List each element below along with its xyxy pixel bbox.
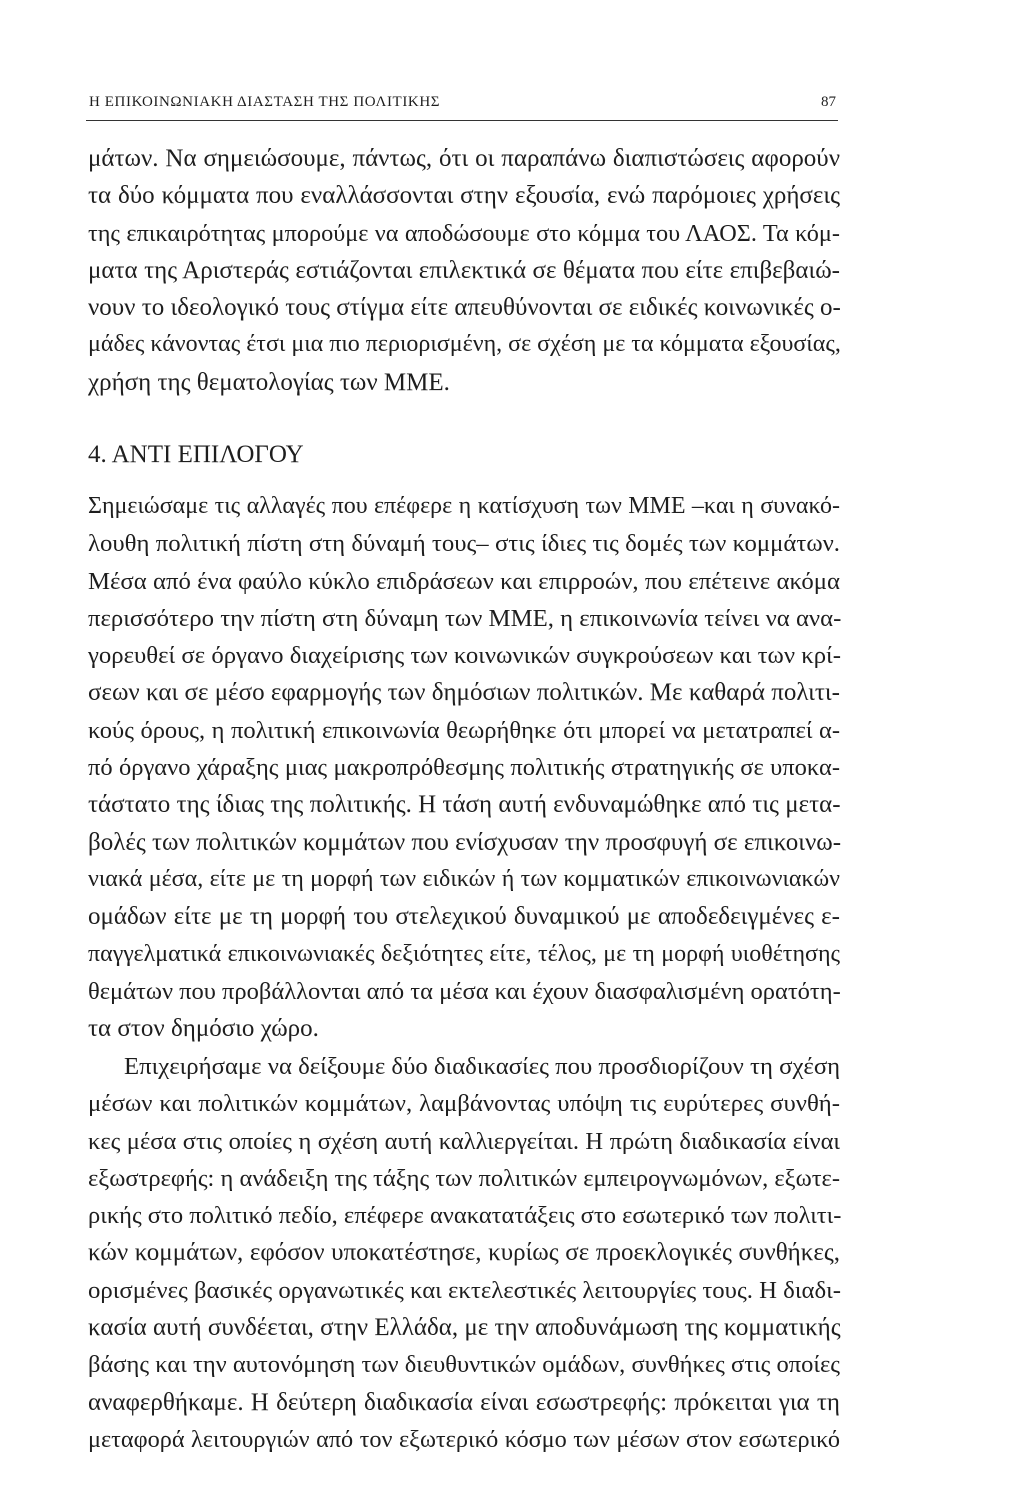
text-line: ομάδων είτε με τη μορφή του στελεχικού δυναμικού με αποδεδειγμένες ε- bbox=[88, 903, 840, 931]
text-line: μάτων. Να σημειώσουμε, πάντως, ότι οι παραπάνω διαπιστώσεις αφορούν bbox=[88, 145, 840, 172]
text-line: κες μέσα στις οποίες η σχέση αυτή καλλιεργείται. Η πρώτη διαδικασία είναι bbox=[88, 1127, 840, 1155]
text-line: θεμάτων που προβάλλονται από τα μέσα και έχουν διασφαλισμένη ορατότη- bbox=[88, 977, 841, 1005]
text-line: μεταφορά λειτουργιών από τον εξωτερικό κόσμο των μέσων στον εσωτερικό bbox=[88, 1425, 840, 1453]
text-line: παγγελματικά επικοινωνιακές δεξιότητες είτε, τέλος, με τη μορφή υιοθέτησης bbox=[88, 940, 840, 967]
text-line: ορισμένες βασικές οργανωτικές και εκτελεστικές λειτουργίες τους. Η διαδι- bbox=[88, 1276, 842, 1304]
page-number: 87 bbox=[821, 94, 836, 110]
running-header bbox=[86, 92, 838, 121]
text-line: της επικαιρότητας μπορούμε να αποδώσουμε στο κόμμα του ΛΑΟΣ. Τα κόμ- bbox=[88, 219, 840, 247]
paragraph-continuation bbox=[88, 140, 840, 401]
text-line: τα δύο κόμματα που εναλλάσσονται στην εξουσία, ενώ παρόμοιες χρήσεις bbox=[88, 182, 840, 210]
text-line: ματα της Αριστεράς εστιάζονται επιλεκτικά σε θέματα που είτε επιβεβαιώ- bbox=[88, 256, 840, 284]
text-line: σεων και σε μέσο εφαρμογής των δημόσιων πολιτικών. Με καθαρά πολιτι- bbox=[88, 679, 840, 707]
text-line: περισσότερο την πίστη στη δύναμη των ΜΜΕ, η επικοινωνία τείνει να ανα- bbox=[88, 604, 842, 632]
text-line: τάστατο της ίδιας της πολιτικής. Η τάση αυτή ενδυναμώθηκε από τις μετα- bbox=[88, 791, 841, 819]
text-line: κασία αυτή συνδέεται, στην Ελλάδα, με την αποδυνάμωση της κομματικής bbox=[88, 1314, 841, 1342]
section-heading: 4. ΑΝΤΙ ΕΠΙΛΟΓΟΥ bbox=[88, 441, 304, 468]
text-line: μέσων και πολιτικών κομμάτων, λαμβάνοντας υπόψη τις ευρύτερες συνθή- bbox=[88, 1090, 840, 1118]
paragraph-conclusion-1 bbox=[88, 488, 840, 1047]
text-line: γορευθεί σε όργανο διαχείρισης των κοινωνικών συγκρούσεων και των κρί- bbox=[88, 642, 841, 670]
text-line: νουν το ιδεολογικό τους στίγμα είτε απευθύνονται σε ειδικές κοινωνικές ο- bbox=[88, 294, 841, 322]
text-line: βάσης και την αυτονόμηση των διευθυντικών ομάδων, συνθήκες στις οποίες bbox=[88, 1351, 840, 1379]
text-line: βολές των πολιτικών κομμάτων που ενίσχυσαν την προσφυγή σε επικοινω- bbox=[88, 828, 842, 856]
text-line: κών κομμάτων, εφόσον υποκατέστησε, κυρίως σε προεκλογικές συνθήκες, bbox=[88, 1239, 840, 1267]
running-title: Η ΕΠΙΚΟΙΝΩΝΙΑΚΗ ΔΙΑΣΤΑΣΗ ΤΗΣ ΠΟΛΙΤΙΚΗΣ bbox=[89, 94, 441, 110]
text-line: ρικής στο πολιτικό πεδίο, επέφερε ανακατατάξεις στο εσωτερικό των πολιτι- bbox=[88, 1202, 842, 1230]
text-line: Σημειώσαμε τις αλλαγές που επέφερε η κατίσχυση των ΜΜΕ –και η συνακό- bbox=[88, 493, 840, 519]
text-line: Μέσα από ένα φαύλο κύκλο επιδράσεων και επιρροών, που επέτεινε ακόμα bbox=[88, 567, 840, 595]
text-line: κούς όρους, η πολιτική επικοινωνία θεωρήθηκε ότι μπορεί να μετατραπεί α- bbox=[88, 716, 840, 744]
text-line: χρήση της θεματολογίας των ΜΜΕ. bbox=[88, 368, 450, 396]
paragraph-conclusion-2 bbox=[88, 1048, 840, 1458]
text-line: νιακά μέσα, είτε με τη μορφή των ειδικών ή των κομματικών επικοινωνιακών bbox=[88, 865, 840, 892]
text-line: πό όργανο χάραξης μιας μακροπρόθεσμης πολιτικής στρατηγικής σε υποκα- bbox=[88, 754, 840, 782]
text-line: λουθη πολιτική πίστη στη δύναμή τους– στις ίδιες τις δομές των κομμάτων. bbox=[88, 530, 840, 558]
text-line: αναφερθήκαμε. Η δεύτερη διαδικασία είναι εσωστρεφής: πρόκειται για τη bbox=[88, 1388, 840, 1416]
text-line: εξωστρεφής: η ανάδειξη της τάξης των πολιτικών εμπειρογνωμόνων, εξωτε- bbox=[88, 1164, 840, 1192]
text-line: μάδες κάνοντας έτσι μια πιο περιορισμένη, σε σχέση με τα κόμματα εξουσίας, bbox=[88, 331, 841, 358]
text-line: τα στον δημόσιο χώρο. bbox=[88, 1015, 319, 1043]
text-line: Επιχειρήσαμε να δείξουμε δύο διαδικασίες που προσδιορίζουν τη σχέση bbox=[124, 1053, 841, 1080]
